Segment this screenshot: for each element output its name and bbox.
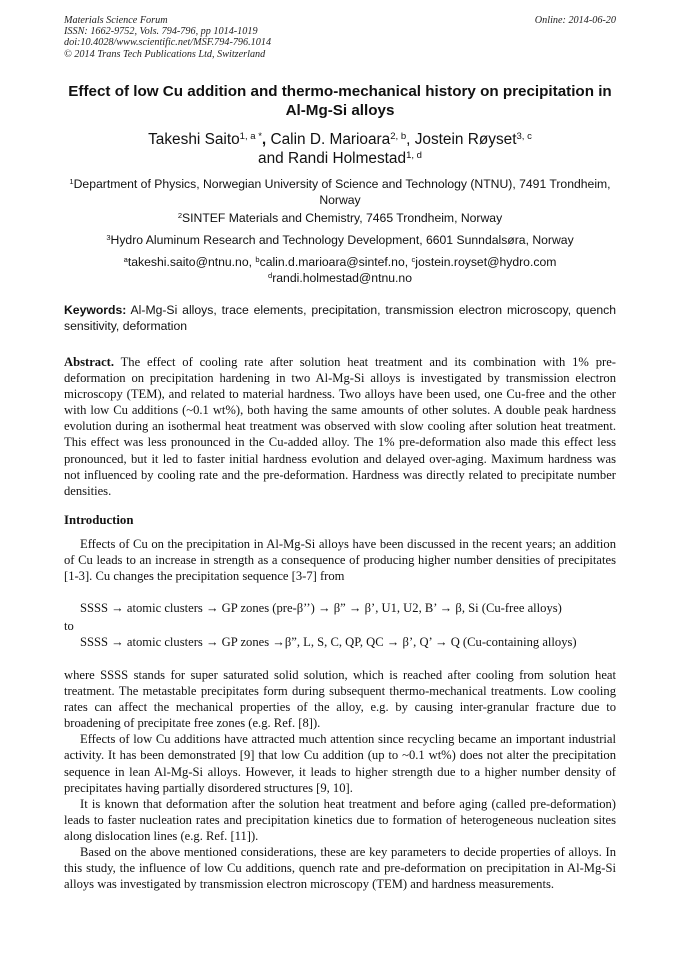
affiliation: $^3$Hydro Aluminum Research and Technology Development, 6601 Sunndalsøra, Norway	[106, 232, 574, 247]
intro-paragraph: It is known that deformation after the solution heat treatment and before aging (called pre-deformation) leads to faster nucleation rates and precipitation kinetics due to formation of heterogeneous nucleation sites along dislocation lines (e.g. Ref. [11]).	[64, 796, 616, 843]
copyright-line: © 2014 Trans Tech Publications Ltd, Switzerland	[64, 48, 266, 60]
sequence-connector: to	[64, 619, 74, 633]
online-date: Online: 2014-06-20	[534, 15, 616, 26]
issn-line: ISSN: 1662-9752, Vols. 794-796, pp 1014-1019	[64, 26, 258, 38]
abstract-text: The effect of cooling rate after solution heat treatment and its combination with 1% pre-deformation on precipitation hardening in two Al-Mg-Si alloys is investigated by transmission electron microscopy (TEM), and related to material hardness. Two alloys have been used, one Cu-free and the other with low Cu additions (~0.1 wt%), both having the same amounts of other solutes. A double peak hardness evolution during an isothermal heat treatment was observed with slow cooling after solution heat treatment. This effect was less pronounced in the Cu-added alloy. The 1% pre-deformation also made this effect less pronounced, but it led to faster initial hardness evolution and delayed over-aging. Maximum hardness was not influenced by cooling rate and the pre-deformation. Hardness was directly related to precipitate number densities.	[64, 355, 616, 498]
abstract-label: Abstract.	[64, 355, 115, 369]
abstract	[64, 354, 616, 499]
email-link[interactable]: randi.holmestad@ntnu.no	[272, 270, 412, 285]
author-name: Randi Holmestad	[288, 150, 407, 167]
author-name: Calin D. Marioara	[270, 131, 391, 148]
introduction-body	[64, 667, 616, 892]
section-heading-introduction: Introduction	[64, 513, 134, 527]
intro-paragraph: Effects of Cu on the precipitation in Al-Mg-Si alloys have been discussed in the recent years; an addition of Cu leads to an increase in strength as a consequence of producing higher number densities of precipitates [1-3]. Cu changes the precipitation sequence [3-7] from	[64, 537, 616, 584]
author-list: Takeshi Saito$^{1, a *}$, Calin D. Marioara$^{2, b}$, Jostein Røyset$^{3, c}$ and Randi Holmestad$^{1, d}$	[148, 130, 532, 167]
doi-line: doi:10.4028/www.scientific.net/MSF.794-796.1014	[64, 37, 272, 49]
affiliation: $^1$Department of Physics, Norwegian University of Science and Technology (NTNU), 7491 Trondheim, Norway	[69, 176, 611, 207]
precipitation-sequence-cu-containing: SSSS → atomic clusters → GP zones →β”, L, S, C, QP, QC → β’, Q’ → Q (Cu-containing alloys)	[80, 635, 577, 649]
intro-paragraph: where SSSS stands for super saturated solid solution, which is reached after cooling from solution heat treatment. The metastable precipitates form during subsequent thermo-mechanical treatments. Low cooling rates can affect the mechanical properties of the alloy, e.g. by causing inter-granular fracture due to broadening of precipitate free zones (e.g. Ref. [8]).	[64, 668, 616, 731]
keywords-label: Keywords:	[64, 303, 127, 317]
intro-paragraph: Effects of low Cu additions have attracted much attention since recycling became an important industrial activity. It has been demonstrated [9] that low Cu addition (up to ~0.1 wt%) does not alter the precipitation sequence in lean Al-Mg-Si alloys. However, it leads to higher strength due to a higher number density of precipitates having partially disordered structures [9, 10].	[64, 732, 616, 795]
affiliation: $^2$SINTEF Materials and Chemistry, 7465 Trondheim, Norway	[177, 210, 503, 225]
intro-paragraph: Based on the above mentioned considerations, these are key parameters to decide properties of alloys. In this study, the influence of low Cu additions, quench rate and pre-deformation on precipitation in Al-Mg-Si alloys was investigated by transmission electron microscopy (TEM) and hardness measurements.	[64, 845, 616, 892]
author-affiliation-mark: 1, a *	[239, 130, 262, 142]
keywords-text: Al-Mg-Si alloys, trace elements, precipitation, transmission electron microscopy, quench sensitivity, deformation	[64, 303, 616, 333]
keywords	[64, 303, 616, 335]
paper-title: Effect of low Cu addition and thermo-mechanical history on precipitation in Al-Mg-Si alloys	[68, 83, 612, 119]
author-affiliation-mark: 2, b	[390, 130, 407, 142]
author-affiliation-mark: 1, d	[406, 149, 422, 161]
email-link[interactable]: jostein.royset@hydro.com	[415, 255, 557, 269]
running-header	[64, 15, 616, 60]
precipitation-sequence-cu-free: SSSS → atomic clusters → GP zones (pre-β’’) → β” → β’, U1, U2, B’ → β, Si (Cu-free alloys)	[80, 601, 562, 615]
email-link[interactable]: calin.d.marioara@sintef.no,	[259, 255, 412, 269]
author-name: Jostein Røyset	[414, 131, 517, 148]
author-affiliation-mark: 3, c	[516, 130, 532, 142]
journal-name: Materials Science Forum	[64, 15, 168, 26]
author-name: Takeshi Saito	[148, 131, 240, 148]
author-emails: $^a$takeshi.saito@ntnu.no, $^b$calin.d.marioara@sintef.no, $^c$jostein.royset@hydro.com $^d$randi.holmestad@ntnu.no	[123, 254, 557, 285]
email-link[interactable]: takeshi.saito@ntnu.no,	[127, 255, 256, 269]
